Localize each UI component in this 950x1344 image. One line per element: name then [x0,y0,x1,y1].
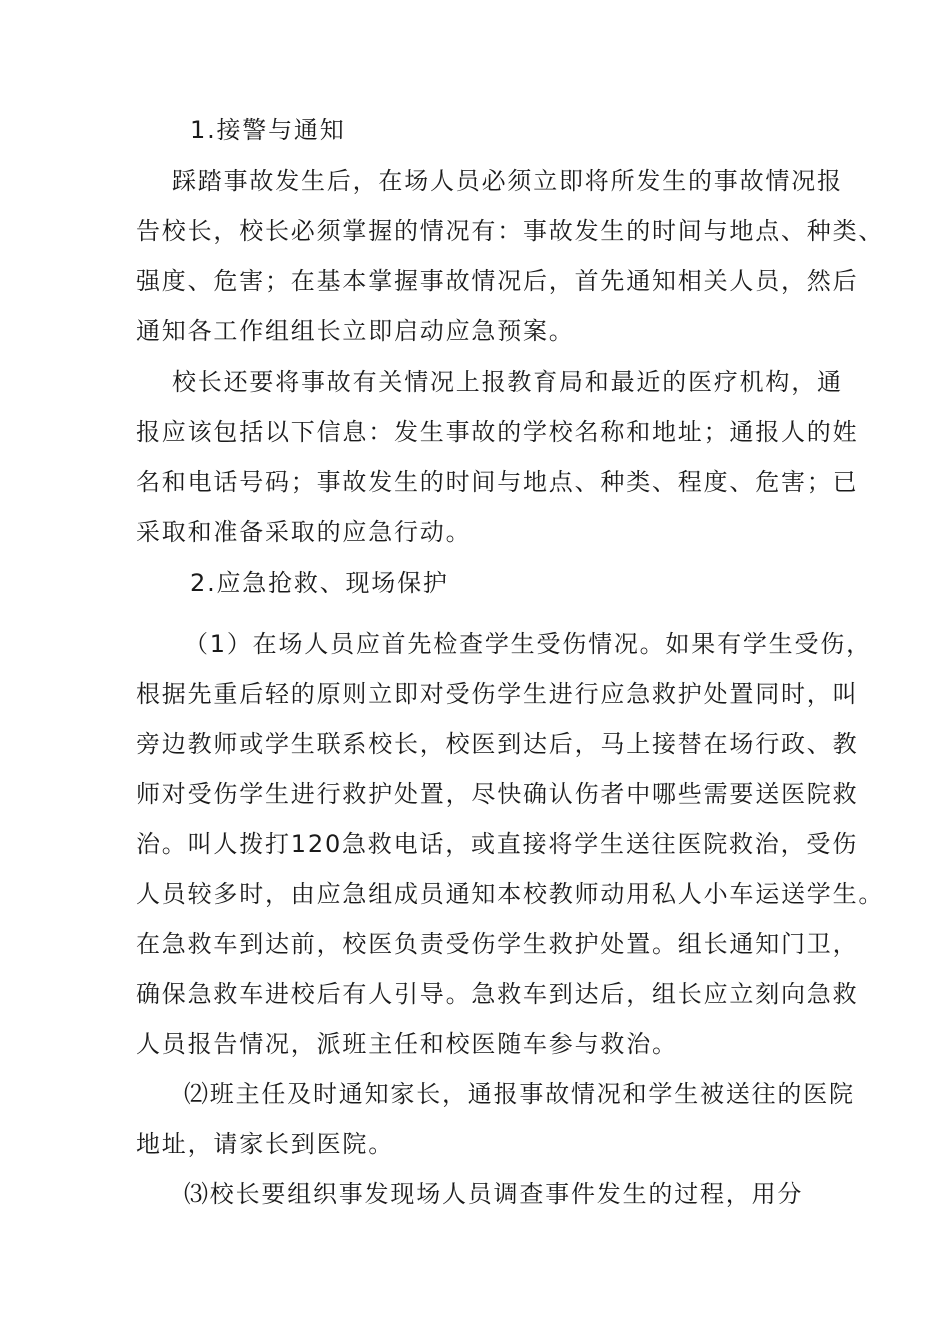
heading-2: 2.应急抢救、现场保护 [190,569,449,597]
paragraph-line: 强度、危害；在基本掌握事故情况后，首先通知相关人员，然后 [136,267,859,295]
paragraph-line: 采取和准备采取的应急行动。 [136,518,472,546]
paragraph-line: 确保急救车进校后有人引导。急救车到达后，组长应立刻向急救 [136,980,859,1008]
paragraph-line: 告校长，校长必须掌握的情况有：事故发生的时间与地点、种类、 [136,217,885,245]
paragraph-line: 治。叫人拨打120急救电话，或直接将学生送往医院救治，受伤 [136,830,859,858]
paragraph-line: 人员报告情况，派班主任和校医随车参与救治。 [136,1030,678,1058]
heading-1: 1.接警与通知 [190,116,346,144]
paragraph-line: ⑶校长要组织事发现场人员调查事件发生的过程，用分 [184,1180,804,1208]
paragraph-line: 师对受伤学生进行救护处置，尽快确认伤者中哪些需要送医院救 [136,780,859,808]
paragraph-line: 地址，请家长到医院。 [136,1130,394,1158]
paragraph-line: 根据先重后轻的原则立即对受伤学生进行应急救护处置同时，叫 [136,680,859,708]
paragraph-line: 踩踏事故发生后，在场人员必须立即将所发生的事故情况报 [172,167,843,195]
paragraph-line: 在急救车到达前，校医负责受伤学生救护处置。组长通知门卫， [136,930,859,958]
paragraph-line: ⑵班主任及时通知家长，通报事故情况和学生被送往的医院 [184,1080,855,1108]
paragraph-line: 报应该包括以下信息：发生事故的学校名称和地址；通报人的姓 [136,418,859,446]
paragraph-line: （1）在场人员应首先检查学生受伤情况。如果有学生受伤， [184,630,872,658]
paragraph-line: 人员较多时，由应急组成员通知本校教师动用私人小车运送学生。 [136,880,885,908]
paragraph-line: 通知各工作组组长立即启动应急预案。 [136,317,575,345]
paragraph-line: 旁边教师或学生联系校长，校医到达后，马上接替在场行政、教 [136,730,859,758]
paragraph-line: 名和电话号码；事故发生的时间与地点、种类、程度、危害；已 [136,468,859,496]
paragraph-line: 校长还要将事故有关情况上报教育局和最近的医疗机构，通 [172,368,843,396]
